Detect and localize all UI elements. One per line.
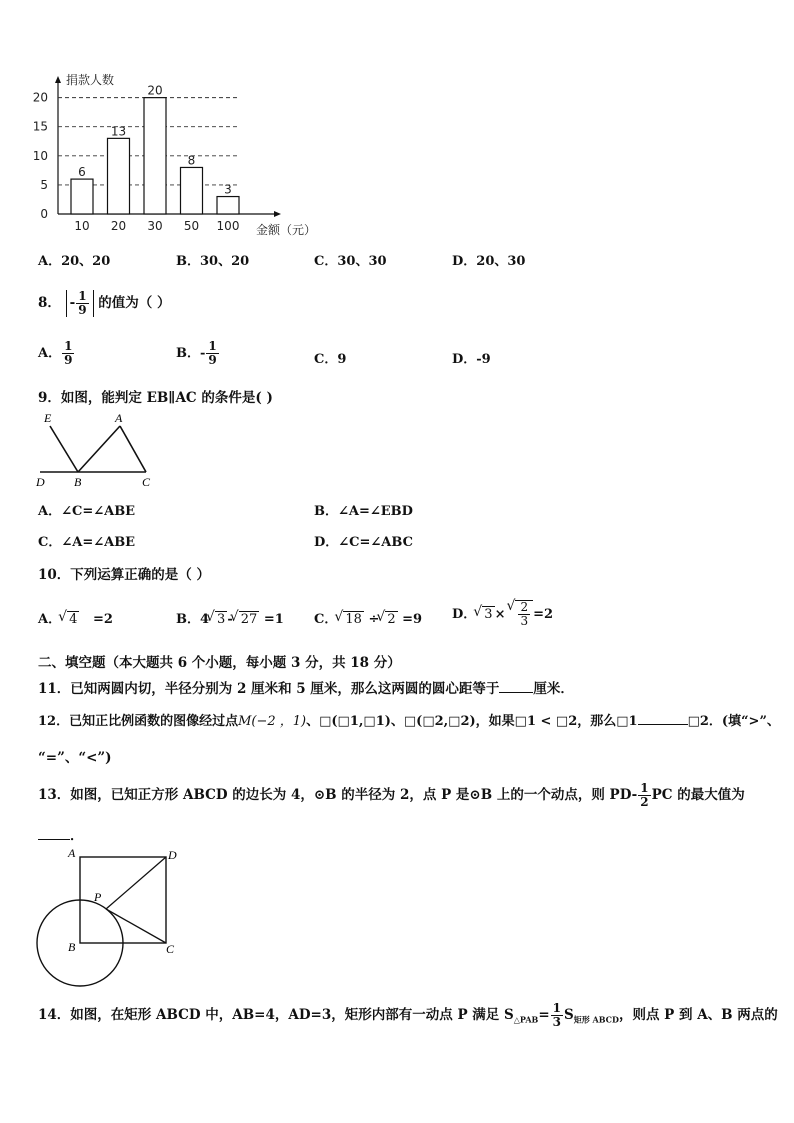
q8-option-d: D．-9 [452, 352, 491, 367]
q10-c-rest: =9 [402, 612, 423, 627]
chart-x-tick-label: 20 [110, 219, 127, 233]
q8-suffix: 的值为（ ） [98, 295, 171, 311]
chart-y-tick-label: 10 [32, 148, 48, 163]
q13-figure [30, 843, 190, 991]
q8-b-num: 1 [208, 339, 217, 353]
q8-absolute-value [66, 290, 94, 317]
q7-option-c: C．30、30 [314, 254, 387, 269]
q11-text: 11．已知两圆内切，半径分别为 2 厘米和 5 厘米，那么这两圆的圆心距等于 [38, 681, 500, 697]
q11-blank [499, 692, 533, 693]
q13-label-p: P [94, 890, 102, 904]
q9-label-e: E [44, 411, 52, 425]
q8-option-a [38, 340, 75, 367]
chart-bar-value-label: 6 [78, 165, 86, 180]
q10-b-label: B．4 [176, 612, 210, 627]
q10-stem: 10．下列运算正确的是（ ） [38, 567, 210, 583]
q9-figure [30, 408, 160, 490]
chart-bar [144, 98, 166, 214]
q8-a-den: 9 [64, 353, 73, 367]
q10-d-rest: =2 [533, 607, 554, 622]
q13-part-1: 13．如图，已知正方形 ABCD 的边长为 4，⊙B 的半径为 2，点 P 是⊙B 上的一个动点，则 PD- [38, 787, 638, 803]
chart-bar [71, 179, 93, 214]
q8-b-den: 9 [208, 353, 217, 367]
q8-frac-num: 1 [78, 289, 87, 303]
q14-sub-2: 矩形 ABCD [573, 1014, 619, 1025]
q14-stem [38, 1002, 778, 1029]
section-2-title: 二、填空题（本大题共 6 个小题，每小题 3 分，共 18 分） [38, 655, 401, 671]
q10-option-d [452, 600, 553, 628]
chart-x-axis-title: 金额（元） [256, 223, 317, 237]
chart-y-arrow [55, 76, 61, 83]
q14-frac-den: 3 [552, 1015, 561, 1029]
q12-part-2: 、□(□1,□1)、□(□2,□2)，如果□1 < □2，那么□1 [306, 714, 638, 729]
q10-d-radicand: √ 3 [482, 606, 494, 622]
chart-bar-value-label: 13 [110, 124, 127, 139]
q10-c-label: C． [314, 612, 338, 627]
q14-frac-num: 1 [552, 1001, 561, 1015]
chart-x-tick-label: 100 [216, 219, 240, 233]
q10-a-rest: =2 [92, 612, 113, 627]
q9-label-d: D [36, 475, 45, 489]
q13-stem [38, 782, 745, 809]
q10-d-num: √ 2 [520, 600, 529, 614]
q9-label-c: C [142, 475, 151, 489]
q11-stem [38, 677, 574, 697]
q13-part-2: PC 的最大值为 [651, 787, 745, 803]
q10-b-rest: =1 [263, 612, 284, 627]
chart-x-tick-label: 30 [147, 219, 163, 233]
q13-end: ． [70, 828, 84, 844]
q9-option-a: A．∠C=∠ABE [38, 504, 136, 519]
q9-label-b: B [74, 475, 82, 489]
q14-s2: S [563, 1007, 574, 1023]
q7-option-b: B．30、20 [176, 254, 250, 269]
q10-c-radicand-2: √ 2 [385, 611, 397, 627]
q8-minus: - [69, 295, 76, 311]
chart-x-tick-label: 10 [74, 219, 90, 233]
q14-sub-1: △PAB [513, 1014, 539, 1025]
q7-option-a: A．20、20 [38, 254, 111, 269]
q13-label-d: D [168, 848, 177, 862]
q13-blank [38, 839, 70, 840]
chart-x-tick-label: 50 [183, 219, 200, 233]
q9-option-b: B．∠A=∠EBD [314, 504, 413, 519]
chart-bar-value-label: 20 [147, 83, 163, 98]
chart-y-tick-label: 20 [32, 90, 48, 105]
q9-label-a: A [115, 411, 123, 425]
q13-label-c: C [166, 942, 175, 956]
chart-y-tick-label: 5 [40, 177, 48, 192]
q8-number: 8． [38, 295, 61, 311]
q9-option-c: C．∠A=∠ABE [38, 535, 136, 550]
q10-d-den: 3 [520, 614, 529, 628]
q13-frac-num: 1 [640, 781, 649, 795]
q12-line-2: “=”、“<”) [38, 750, 112, 766]
chart-bar [181, 167, 203, 214]
q10-b-radicand-2: √ 27 [239, 611, 260, 627]
chart-y-axis-title: 捐款人数 [66, 73, 115, 87]
q13-answer-line [38, 824, 84, 844]
chart-x-arrow [274, 211, 281, 217]
q14-part-1: 14．如图，在矩形 ABCD 中，AB=4，AD=3，矩形内部有一动点 P 满足 S [38, 1007, 514, 1023]
q8-stem [38, 290, 170, 317]
q10-c-radicand-1: √ 18 [343, 611, 364, 627]
q14-part-2: ，则点 P 到 A、B 两点的 [618, 1007, 778, 1023]
q10-b-op: - [227, 612, 233, 627]
chart-bar-value-label: 3 [224, 182, 232, 197]
q12-part-3: □2．(填“>”、 [687, 714, 780, 729]
q8-b-label: B．- [176, 346, 206, 361]
q12-point-m: M(−2 ，1) [238, 714, 307, 729]
chart-bar [217, 197, 239, 214]
q12-stem [38, 710, 780, 729]
q9-stem: 9．如图，能判定 EB∥AC 的条件是( ) [38, 390, 273, 406]
q13-frac-den: 2 [640, 795, 649, 809]
q10-option-a [38, 608, 113, 627]
q7-option-d: D．20、30 [452, 254, 526, 269]
q8-option-b [176, 340, 220, 367]
q8-frac-den: 9 [78, 303, 87, 317]
q14-eq: = [538, 1007, 550, 1023]
chart-bar-value-label: 8 [187, 153, 196, 168]
donation-bar-chart [30, 72, 330, 240]
chart-bar [108, 138, 130, 214]
q12-part-1: 12．已知正比例函数的图像经过点 [38, 714, 239, 729]
q10-a-radicand: √ 4 [67, 611, 79, 627]
q10-c-op: ÷ [368, 612, 380, 627]
q10-option-c [314, 608, 422, 627]
q10-b-radicand-1: √ 3 [215, 611, 227, 627]
q10-a-label: A． [38, 612, 62, 627]
chart-y-tick-label: 15 [32, 119, 48, 134]
q10-option-b [176, 608, 284, 627]
q8-a-label: A． [38, 346, 62, 361]
chart-y-tick-label: 0 [40, 207, 48, 221]
q8-a-num: 1 [64, 339, 73, 353]
q10-d-op: × [494, 607, 506, 622]
q13-label-b: B [68, 940, 76, 954]
q8-option-c: C．9 [314, 352, 347, 367]
q9-option-d: D．∠C=∠ABC [314, 535, 413, 550]
q12-blank [638, 724, 688, 725]
q13-label-a: A [68, 846, 76, 860]
q11-suffix: 厘米． [533, 681, 574, 697]
q10-d-label: D． [452, 607, 477, 622]
